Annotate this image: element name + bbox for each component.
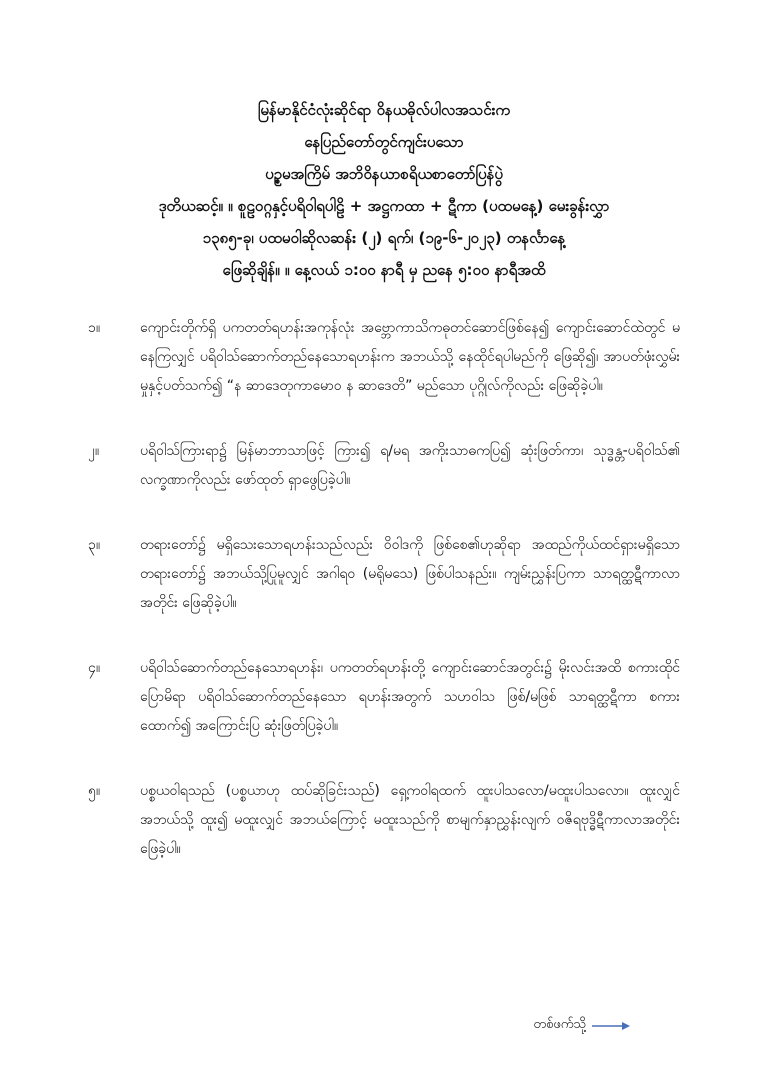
header-exam-time: ဖြေဆိုချိန်။ ။ နေ့လယ် ၁:၀၀ နာရီ မှ ညနေ ၅:၀၀ နာရီအထိ	[222, 261, 546, 279]
question-number: ၃။	[88, 537, 101, 553]
question-text: တရားတော်၌ မရှိသေးသောရဟန်းသည်လည်း ဝိဝါဒကို ဖြစ်စေ၏ဟုဆိုရာ အထည်ကိုယ်ထင်ရှားမရှိသော တရားတော်၌ အဘယ်သို့ပြုမူလျှင် အဂါရဝ (မရိုမသေ) ဖြစ်ပါသနည်း။ ကျမ်းညွှန်းပြကာ သာရတ္ထဋီကာလာအတိုင်း ဖြေဆိုခဲ့ပါ။	[140, 537, 680, 611]
header-exam-date: ၁၃၈၅-ခု၊ ပထမဝါဆိုလဆန်း (၂) ရက်၊ (၁၉-၆-၂၀၂၃) တနင်္လာနေ့	[202, 229, 566, 247]
header-location: နေပြည်တော်တွင်ကျင်းပသော	[304, 133, 464, 151]
question-item	[88, 777, 680, 864]
question-item	[88, 531, 680, 618]
question-item	[88, 314, 680, 401]
question-text: ကျောင်းတိုက်ရှိ ပကတတ်ရဟန်းအကုန်လုံး အဗ္ဘောကာသိကဓုတင်ဆောင်ဖြစ်နေ၍ ကျောင်းဆောင်ထဲတွင် မနေကြလျှင် ပရိဝါသ်ဆောက်တည်နေသောရဟန်းက အဘယ်သို့ နေထိုင်ရပါမည်ကို ဖြေဆို၍၊ အာပတ်ဖုံးလွှမ်းမှုနှင့်ပတ်သက်၍ “န ဆာဒေတုကာမောဝ န ဆာဒေတိ” မည်သော ပုဂ္ဂိုလ်ကိုလည်း ဖြေဆိုခဲ့ပါ။	[140, 320, 680, 394]
question-item	[88, 437, 680, 495]
question-text: ပရိဝါသ်ကြားရာ၌ မြန်မာဘာသာဖြင့် ကြား၍ ရ/မရ အကိုးသာဓကပြ၍ ဆုံးဖြတ်ကာ၊ သုဒ္ဓန္တ-ပရိဝါသ်၏ လက္ခဏာကိုလည်း ဖော်ထုတ် ရှာဖွေပြခဲ့ပါ။	[140, 443, 680, 488]
question-number: ၁။	[88, 320, 101, 336]
document-header	[40, 94, 728, 286]
question-item	[88, 654, 680, 741]
question-number: ၄။	[88, 660, 101, 676]
page-footer	[533, 1016, 630, 1035]
question-list	[88, 314, 680, 900]
question-text: ပစ္စယဝါရသည် (ပစ္စယာဟု ထပ်ဆိုခြင်းသည်) ရှေ့ကဝါရထက် ထူးပါသလော/မထူးပါသလော။ ထူးလျှင် အဘယ်သို့ ထူး၍ မထူးလျှင် အဘယ်ကြောင့် မထူးသည်ကို စာမျက်နှာညွှန်းလျက် ဝဇိရဗုဒ္ဓိဋီကာလာအတိုင်း ဖြေခဲ့ပါ။	[140, 783, 680, 857]
question-text: ပရိဝါသ်ဆောက်တည်နေသောရဟန်း၊ ပကတတ်ရဟန်းတို့ ကျောင်းဆောင်အတွင်း၌ မိုးလင်းအထိ စကားထိုင်ပြောမိရာ ပရိဝါသ်ဆောက်တည်နေသော ရဟန်းအတွက် သဟဝါသ ဖြစ်/မဖြစ် သာရတ္ထဋီကာ စကားထောက်၍ အကြောင်းပြ ဆုံးဖြတ်ပြခဲ့ပါ။	[140, 660, 680, 734]
header-exam-title: ပဥ္စမအကြိမ် အဘိဝိနယာစရိယစာတော်ပြန်ပွဲ	[265, 165, 503, 183]
continue-label: တစ်ဖက်သို့	[533, 1017, 586, 1032]
header-association-title: မြန်မာနိုင်ငံလုံးဆိုင်ရာ ဝိနယဓိုလ်ပါလအသင်းက	[257, 101, 511, 119]
header-exam-subject: ဒုတိယဆင့်။ ။ စူဠဝဂ္ဂနှင့်ပရိဝါရပါဠိ + အဋ္ဌကထာ + ဋီကာ (ပထမနေ့) မေးခွန်းလွှာ	[158, 197, 610, 215]
question-number: ၂။	[88, 443, 100, 459]
question-number: ၅။	[88, 783, 101, 799]
arrow-right-icon	[592, 1021, 630, 1031]
